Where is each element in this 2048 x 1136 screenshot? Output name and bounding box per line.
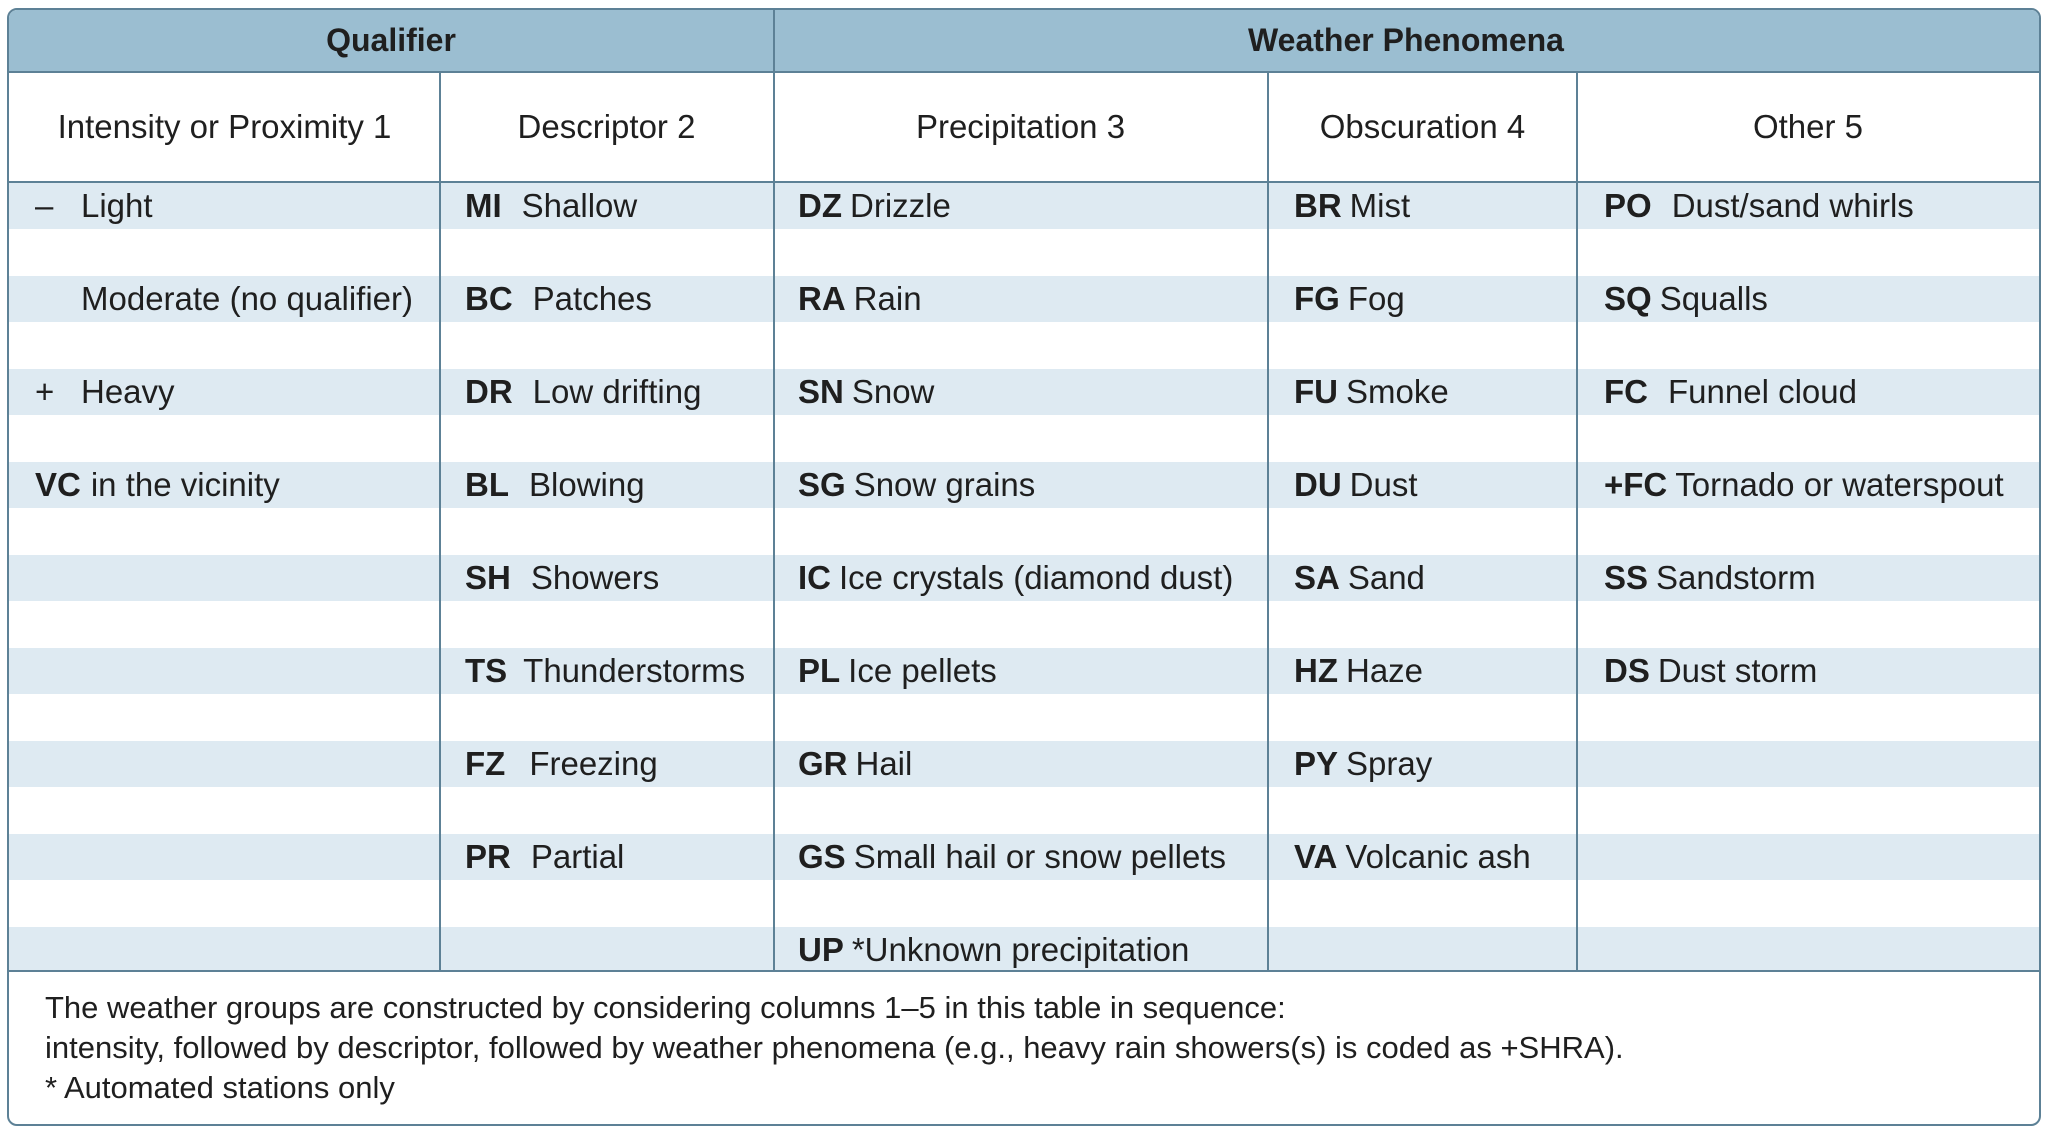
precipitation-code: GS bbox=[798, 838, 846, 875]
group-qualifier-label: Qualifier bbox=[326, 22, 456, 58]
descriptor-code: MI bbox=[465, 187, 502, 224]
other-code: DS bbox=[1604, 652, 1650, 689]
obscuration-code: FG bbox=[1294, 280, 1340, 317]
column-divider bbox=[1576, 73, 1578, 970]
other-code: PO bbox=[1604, 187, 1652, 224]
table-footnote bbox=[9, 970, 2039, 1126]
obscuration-label: Haze bbox=[1346, 652, 1424, 689]
descriptor-code: BC bbox=[465, 280, 513, 317]
descriptor-entry bbox=[465, 834, 624, 880]
other-label: Dust/sand whirls bbox=[1671, 187, 1914, 224]
obscuration-code: BR bbox=[1294, 187, 1342, 224]
descriptor-entry bbox=[465, 741, 658, 787]
precipitation-entry bbox=[798, 648, 997, 694]
descriptor-code: FZ bbox=[465, 745, 506, 782]
other-label: Funnel cloud bbox=[1668, 373, 1857, 410]
obscuration-label: Smoke bbox=[1346, 373, 1449, 410]
precipitation-label: *Unknown precipitation bbox=[851, 931, 1190, 968]
row-band bbox=[9, 741, 2039, 787]
intensity-code: VC bbox=[35, 466, 81, 503]
column-header-obscuration bbox=[1268, 73, 1577, 183]
precipitation-label: Hail bbox=[855, 745, 913, 782]
descriptor-code: TS bbox=[465, 652, 508, 689]
descriptor-label: Blowing bbox=[529, 466, 645, 503]
obscuration-entry bbox=[1294, 648, 1423, 694]
other-label: Squalls bbox=[1659, 280, 1768, 317]
descriptor-label: Low drifting bbox=[532, 373, 702, 410]
precipitation-entry bbox=[798, 927, 1189, 973]
footnote-line: The weather groups are constructed by considering columns 1–5 in this table in sequence: bbox=[45, 990, 1286, 1025]
column-header-obscuration-label: Obscuration 4 bbox=[1319, 108, 1526, 145]
column-header-other bbox=[1577, 73, 2039, 183]
other-label: Sandstorm bbox=[1656, 559, 1816, 596]
footnote-line: * Automated stations only bbox=[45, 1070, 395, 1105]
column-header-other-label: Other 5 bbox=[1752, 108, 1864, 145]
intensity-entry bbox=[35, 276, 413, 322]
intensity-entry bbox=[35, 183, 153, 229]
descriptor-label: Shallow bbox=[521, 187, 638, 224]
descriptor-code: PR bbox=[465, 838, 511, 875]
obscuration-label: Volcanic ash bbox=[1345, 838, 1531, 875]
precipitation-code: GR bbox=[798, 745, 848, 782]
precipitation-entry bbox=[798, 276, 922, 322]
obscuration-code: SA bbox=[1294, 559, 1340, 596]
precipitation-label: Ice crystals (diamond dust) bbox=[839, 559, 1234, 596]
obscuration-code: FU bbox=[1294, 373, 1338, 410]
obscuration-code: DU bbox=[1294, 466, 1342, 503]
column-divider bbox=[1267, 73, 1269, 970]
precipitation-code: IC bbox=[798, 559, 831, 596]
intensity-label: Light bbox=[81, 187, 153, 224]
precipitation-entry bbox=[798, 183, 951, 229]
obscuration-entry bbox=[1294, 183, 1410, 229]
precipitation-label: Snow grains bbox=[853, 466, 1036, 503]
other-label: Dust storm bbox=[1657, 652, 1818, 689]
obscuration-label: Spray bbox=[1346, 745, 1433, 782]
column-header-intensity-label: Intensity or Proximity 1 bbox=[57, 108, 392, 145]
other-code: FC bbox=[1604, 373, 1648, 410]
precipitation-label: Snow bbox=[851, 373, 935, 410]
precipitation-entry bbox=[798, 741, 912, 787]
descriptor-label: Thunderstorms bbox=[523, 652, 746, 689]
descriptor-entry bbox=[465, 555, 659, 601]
precipitation-label: Small hail or snow pellets bbox=[853, 838, 1227, 875]
obscuration-entry bbox=[1294, 741, 1432, 787]
intensity-symbol: + bbox=[35, 373, 55, 410]
intensity-label: Heavy bbox=[81, 373, 175, 410]
footnote-line: intensity, followed by descriptor, followed by weather phenomena (e.g., heavy rain showers(s) is coded as +SHRA). bbox=[45, 1030, 1624, 1065]
precipitation-entry bbox=[798, 462, 1035, 508]
other-entry bbox=[1604, 555, 1816, 601]
group-header-qualifier bbox=[9, 10, 773, 73]
descriptor-code: BL bbox=[465, 466, 509, 503]
descriptor-label: Freezing bbox=[529, 745, 658, 782]
obscuration-code: VA bbox=[1294, 838, 1338, 875]
descriptor-entry bbox=[465, 276, 652, 322]
precipitation-code: PL bbox=[798, 652, 841, 689]
obscuration-entry bbox=[1294, 276, 1405, 322]
column-header-precipitation bbox=[773, 73, 1268, 183]
descriptor-label: Patches bbox=[532, 280, 652, 317]
obscuration-label: Fog bbox=[1347, 280, 1405, 317]
descriptor-code: DR bbox=[465, 373, 513, 410]
obscuration-label: Mist bbox=[1349, 187, 1411, 224]
descriptor-entry bbox=[465, 369, 701, 415]
precipitation-code: DZ bbox=[798, 187, 842, 224]
intensity-label: in the vicinity bbox=[90, 466, 280, 503]
column-divider bbox=[773, 10, 775, 970]
descriptor-entry bbox=[465, 183, 637, 229]
obscuration-entry bbox=[1294, 834, 1531, 880]
precipitation-code: RA bbox=[798, 280, 846, 317]
intensity-entry bbox=[35, 369, 175, 415]
group-header-phenomena bbox=[773, 10, 2039, 73]
other-entry bbox=[1604, 648, 1817, 694]
obscuration-code: HZ bbox=[1294, 652, 1338, 689]
other-code: +FC bbox=[1604, 466, 1668, 503]
group-phenomena-label: Weather Phenomena bbox=[1248, 22, 1564, 58]
other-entry bbox=[1604, 183, 1914, 229]
other-label: Tornado or waterspout bbox=[1675, 466, 2004, 503]
other-entry bbox=[1604, 369, 1857, 415]
precipitation-code: SN bbox=[798, 373, 844, 410]
precipitation-entry bbox=[798, 555, 1233, 601]
obscuration-entry bbox=[1294, 369, 1449, 415]
descriptor-entry bbox=[465, 648, 745, 694]
intensity-label: Moderate (no qualifier) bbox=[81, 280, 413, 317]
obscuration-code: PY bbox=[1294, 745, 1339, 782]
other-code: SQ bbox=[1604, 280, 1652, 317]
obscuration-entry bbox=[1294, 462, 1418, 508]
column-header-descriptor bbox=[440, 73, 773, 183]
descriptor-label: Showers bbox=[530, 559, 660, 596]
precipitation-code: SG bbox=[798, 466, 846, 503]
precipitation-entry bbox=[798, 834, 1226, 880]
obscuration-entry bbox=[1294, 555, 1425, 601]
column-header-descriptor-label: Descriptor 2 bbox=[517, 108, 696, 145]
other-entry bbox=[1604, 276, 1768, 322]
precipitation-code: UP bbox=[798, 931, 844, 968]
other-code: SS bbox=[1604, 559, 1649, 596]
weather-codes-table bbox=[7, 8, 2041, 1126]
obscuration-label: Sand bbox=[1347, 559, 1425, 596]
descriptor-entry bbox=[465, 462, 645, 508]
descriptor-label: Partial bbox=[530, 838, 625, 875]
precipitation-entry bbox=[798, 369, 934, 415]
intensity-symbol: – bbox=[35, 187, 54, 224]
other-entry bbox=[1604, 462, 2004, 508]
obscuration-label: Dust bbox=[1349, 466, 1418, 503]
column-header-intensity bbox=[9, 73, 440, 183]
precipitation-label: Drizzle bbox=[850, 187, 951, 224]
column-header-precipitation-label: Precipitation 3 bbox=[915, 108, 1126, 145]
precipitation-label: Rain bbox=[853, 280, 922, 317]
precipitation-label: Ice pellets bbox=[848, 652, 997, 689]
column-divider bbox=[439, 73, 441, 970]
intensity-entry bbox=[35, 462, 280, 508]
descriptor-code: SH bbox=[465, 559, 511, 596]
